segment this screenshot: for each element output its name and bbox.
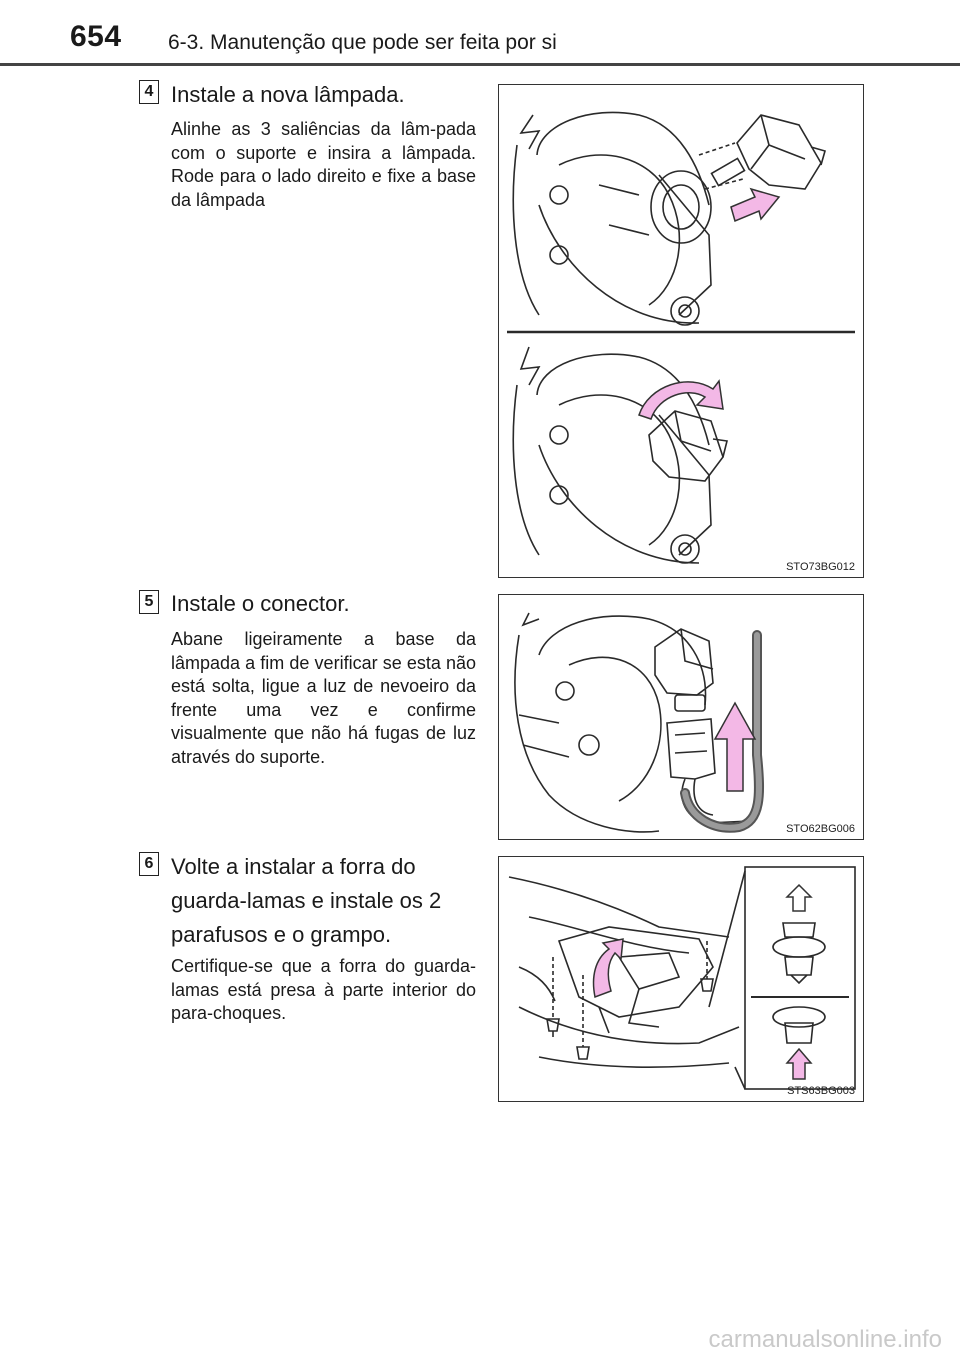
step-6-body: Certifique-se que a forra do guarda-lamas está presa à parte interior do para-choques.: [171, 956, 476, 1023]
liner-push-arrow-icon: [594, 939, 623, 997]
step-4-body: Alinhe as 3 saliências da lâm-pada com o suporte e insira a lâmpada. Rode para o lado direito e fixe a base da lâmpada: [171, 119, 476, 210]
clip-head-arrow-icon: [787, 885, 811, 911]
header-rule: [0, 63, 960, 66]
chapter-title: 6-3. Manutenção que pode ser feita por si: [168, 31, 557, 54]
step-5-title: Instale o conector.: [171, 591, 350, 616]
push-arrow-icon: [731, 189, 779, 221]
step-6-title: Volte a instalar a forra do guarda-lamas e instale os 2 parafusos e o grampo.: [171, 854, 442, 947]
up-arrow-icon: [715, 703, 755, 791]
step-number-5: 5: [139, 590, 159, 614]
figure-code: STO62BG006: [786, 823, 855, 835]
watermark: carmanualsonline.info: [708, 1326, 942, 1353]
page-number: 654: [70, 20, 122, 53]
liner-reinstall-illustration: [499, 857, 863, 1101]
figure-install-bulb: [498, 84, 864, 578]
figure-install-connector: [498, 594, 864, 840]
connector-install-illustration: [499, 595, 863, 839]
figure-code: STS63BG003: [787, 1085, 855, 1097]
figure-reinstall-liner: [498, 856, 864, 1102]
step-number-6: 6: [139, 852, 159, 876]
bulb-install-illustration: [499, 85, 863, 577]
step-number-4: 4: [139, 80, 159, 104]
page-header: [0, 0, 960, 66]
step-4-title: Instale a nova lâmpada.: [171, 82, 405, 107]
figure-code: STO73BG012: [786, 561, 855, 573]
step-5-body: Abane ligeiramente a base da lâmpada a fim de verificar se esta não está solta, ligue a luz de nevoeiro da frente uma vez e confirme visualmente que não há fugas de luz através do suporte.: [171, 629, 476, 767]
clip-push-arrow-icon: [787, 1049, 811, 1079]
